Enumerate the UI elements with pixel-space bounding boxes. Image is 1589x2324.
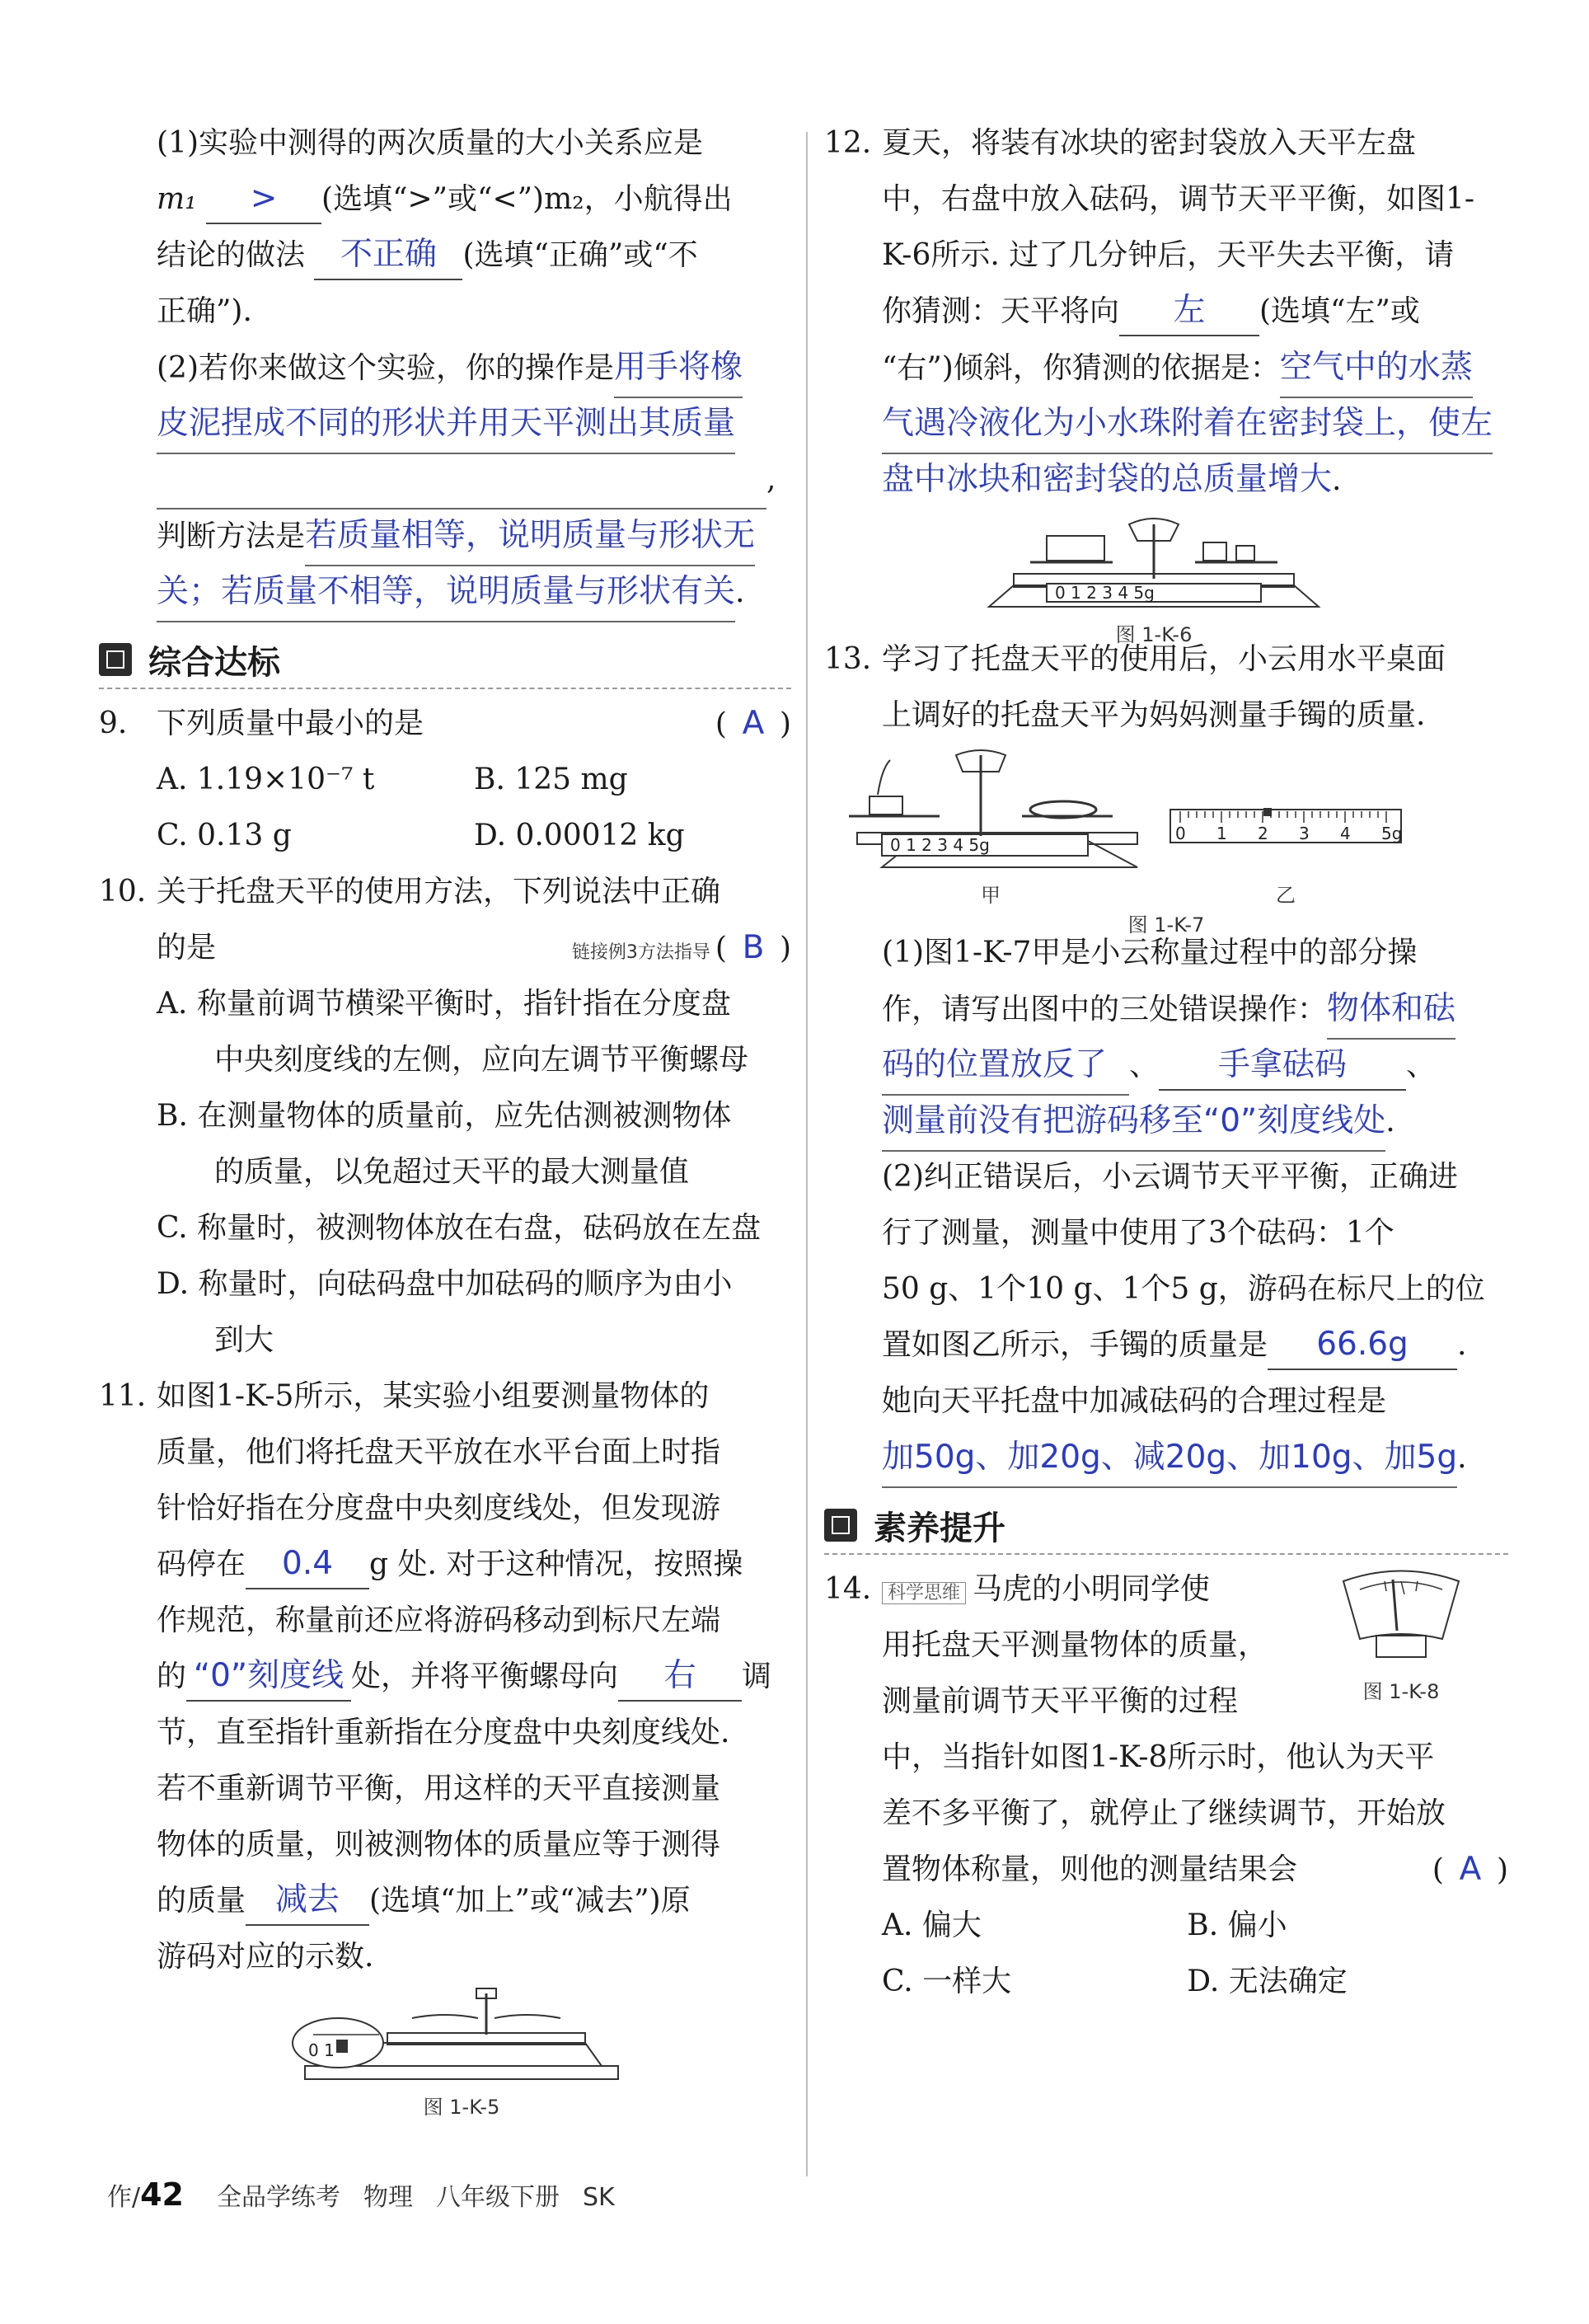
scale-label-jia: 0 1 2 3 4 5g (890, 835, 990, 855)
question-12: 12. 夏天，将装有冰块的密封袋放入天平左盘 (824, 126, 1417, 160)
balance-figure-jia-yi (824, 744, 1451, 884)
answer-blank[interactable]: 关；若质量不相等，说明质量与形状有关 (157, 564, 735, 622)
q10-option-c[interactable]: C. 称量时，被测物体放在右盘，砝码放在左盘 (157, 1211, 762, 1245)
section-header-literacy: 素养提升 (824, 1495, 1508, 1561)
q8-part1-line1: (1)实验中测得的两次质量的大小关系应是 (157, 126, 703, 160)
ruler-label: 5g (1381, 824, 1403, 843)
q8-part1-line4: 正确”). (157, 294, 252, 328)
section-icon (99, 643, 132, 676)
question-11: 11. 如图1-K-5所示，某实验小组要测量物体的 (99, 1379, 710, 1413)
answer-blank[interactable]: 若质量相等，说明质量与形状无 (305, 508, 755, 566)
q8-part2-line2 (99, 396, 791, 452)
scale-label: 0 1 (308, 2040, 335, 2060)
option-a[interactable]: A. 1.19×10⁻⁷ t (157, 763, 375, 796)
option-d[interactable]: D. 0.00012 kg (474, 819, 685, 852)
q10-option-b-cont: 的质量，以免超过天平的最大测量值 (214, 1155, 690, 1189)
ruler-label: 4 (1340, 824, 1351, 843)
answer-blank[interactable]: 手拿砝码 (1159, 1042, 1406, 1091)
section-header-comprehensive: 综合达标 (99, 630, 791, 696)
question-10: 10. 关于托盘天平的使用方法，下列说法中正确 (99, 875, 721, 908)
figure-caption: 图 1-K-5 (423, 2096, 500, 2119)
answer-blank[interactable]: 气遇冷液化为小水珠附着在密封袋上，使左 (882, 396, 1493, 454)
option-c[interactable]: C. 一样大 (882, 1965, 1012, 1998)
answer-blank[interactable]: 物体和砝 (1327, 981, 1455, 1040)
answer-blank[interactable]: 左 (1119, 288, 1259, 336)
q9-options-row1 (99, 752, 791, 808)
q9-options-row2 (99, 808, 791, 864)
pointer-dial-figure (1319, 1565, 1484, 1672)
question-13: 13. 学习了托盘天平的使用后，小云用水平桌面 (824, 642, 1446, 676)
figure-1-k-8 (1319, 1565, 1484, 1704)
ruler-label: 2 (1258, 824, 1268, 843)
question-14: 14. 科学思维 马虎的小明同学使 用托盘天平测量物体的质量， 测量前调节天平平衡的过程 图 1-K-8 中，当指针如图1-K-8所示时，他认为天平 差不多平衡了，就停止了继续调节，开始放 置物体称量，则他的测量结果会 ( A ) A. 偏大 B. 偏小 C. 一样大 D. 无法确定 (824, 1561, 1508, 2010)
answer-blank[interactable]: “0”刻度线 (186, 1653, 351, 1702)
figure-caption: 图 1-K-6 (1115, 623, 1193, 646)
figure-label-jia: 甲 (981, 884, 1001, 907)
answer-blank[interactable]: 用手将橡 (614, 340, 743, 398)
answer-choice[interactable]: 链接例3方法指导 ( B ) (571, 929, 791, 966)
page-footer: 作/42 全品学练考 物理 八年级下册 SK (107, 2176, 615, 2213)
question-9: 9. 下列质量中最小的是 ( A ) (99, 696, 791, 752)
figure-1-k-7 (824, 744, 1508, 937)
option-d[interactable]: D. 无法确定 (1187, 1965, 1348, 1998)
q8-part2-line3: , (99, 452, 791, 508)
answer-blank[interactable]: 66.6g (1268, 1322, 1457, 1370)
answer-blank[interactable]: 右 (618, 1653, 742, 1702)
answer-blank[interactable]: 空气中的水蒸 (1280, 340, 1473, 398)
column-divider (806, 132, 808, 2176)
q10-option-d-cont: 到大 (214, 1323, 274, 1357)
scale-label: 0 1 2 3 4 5g (1055, 583, 1155, 603)
q8-part2-line4: 判断方法是若质量相等，说明质量与形状无 (99, 508, 791, 564)
answer-blank[interactable] (157, 452, 766, 509)
q10-option-d[interactable]: D. 称量时，向砝码盘中加砝码的顺序为由小 (157, 1267, 733, 1301)
section-icon (824, 1509, 857, 1542)
ruler-label: 0 (1175, 824, 1186, 843)
answer-choice[interactable]: ( A ) (1432, 1851, 1508, 1888)
balance-figure (964, 508, 1343, 615)
q10-option-b[interactable]: B. 在测量物体的质量前，应先估测被测物体 (157, 1099, 732, 1133)
figure-1-k-5 (288, 1985, 701, 2119)
answer-choice[interactable]: ( A ) (715, 705, 791, 742)
right-column: 12. 夏天，将装有冰块的密封袋放入天平左盘 中，右盘中放入砝码，调节天平平衡，如图1- K-6所示. 过了几分钟后，天平失去平衡，请 你猜测：天平将向 左 (选填“左”或 “右”)倾斜，你猜测的依据是：空气中的水蒸 气遇冷液化为小水珠附着在密封袋上，使左 盘中冰块和密封袋的总质量增大. 0 1 2 3 4 5g 图 1-K-6 13. 学习了托盘天平的使用后，小云用水平桌面 上调好的托盘天平为妈妈测量手镯的质量. 0 1 2 3 4 5g 0 1 2 3 4 5g 甲 乙 图 1-K-7 (1)图1-K-7甲是小云称量过程中的部分操 作，请写出图中的三处错误操作：物体和砝 码的位置放反了 、 手拿砝码 、 测量前没有把游码移至“0”刻度线处. (2)纠正错误后，小云调节天平平衡，正确进 行了测量，测量中使用了3个砝码：1个 50 g、1个10 g、1个5 g，游码在标尺上的位 置如图乙所示，手镯的质量是 66.6g . 她向天平托盘中加减砝码的合理过程是 加50g、加20g、减20g、加10g、加5g. 素养提升 14. 科学思维 马虎的小明同学使 用托盘天平测量物体的质量， 测量前调节天平平衡的过程 图 1-K-8 中，当指针如图1-K-8所示时，他认为天平 差不多平衡了，就停止了继续调节，开始放 置物体称量，则他的测量结果会 ( A ) A. 偏大 B. 偏小 C. 一样大 D. 无法确定 (824, 115, 1508, 2010)
answer-blank[interactable]: 测量前没有把游码移至“0”刻度线处 (882, 1093, 1385, 1152)
answer-blank[interactable]: 码的位置放反了 (882, 1037, 1129, 1096)
q10-option-a-cont: 中央刻度线的左侧，应向左调节平衡螺母 (214, 1043, 749, 1077)
brand-name: 全品学练考 (217, 2183, 340, 2212)
figure-caption: 图 1-K-8 (1362, 1680, 1440, 1703)
answer-blank[interactable]: 减去 (246, 1877, 369, 1926)
answer-blank[interactable]: 0.4 (246, 1541, 369, 1589)
option-a[interactable]: A. 偏大 (882, 1908, 982, 1942)
q10-option-a[interactable]: A. 称量前调节横梁平衡时，指针指在分度盘 (157, 987, 731, 1021)
figure-caption: 图 1-K-7 (1127, 913, 1205, 937)
answer-blank[interactable]: 不正确 (314, 232, 462, 280)
ruler-label: 1 (1216, 824, 1227, 843)
q8-part1-line2: m₁ > (选填“>”或“<”)m₂，小航得出 (99, 171, 791, 228)
answer-blank[interactable]: > (206, 176, 321, 224)
answer-blank[interactable]: 加50g、加20g、减20g、加10g、加5g (882, 1430, 1457, 1488)
q8-part2-line5: 关；若质量不相等，说明质量与形状有关. (99, 564, 791, 620)
page-number: 42 (140, 2176, 184, 2213)
option-b[interactable]: B. 125 mg (474, 763, 628, 796)
tag-badge: 科学思维 (882, 1582, 966, 1604)
q8-part2-line1: (2)若你来做这个实验，你的操作是用手将橡 (99, 340, 791, 396)
figure-label-yi: 乙 (1276, 884, 1296, 907)
figure-1-k-6 (964, 508, 1343, 646)
option-c[interactable]: C. 0.13 g (157, 819, 292, 852)
q8-part1-line3: 结论的做法 不正确 (选填“正确”或“不 (99, 228, 791, 284)
option-b[interactable]: B. 偏小 (1187, 1908, 1287, 1942)
left-column: (1)实验中测得的两次质量的大小关系应是 m₁ > (选填“>”或“<”)m₂，小航得出 结论的做法 不正确 (选填“正确”或“不 正确”). (2)若你来做这个实验，你的操作是用手将橡 皮泥捏成不同的形状并用天平测出其质量 , 判断方法是若质量相等，说明质量与形状无 关；若质量不相等，说明质量与形状有关. 综合达标 9. 下列质量中最小的是 ( A ) A. 1.19×10⁻⁷ t B. 125 mg C. 0.13 g D. 0.00012 kg 10. 关于托盘天平的使用方法，下列说法中正确 的是 链接例3方法指导 ( B ) A. 称量前调节横梁平衡时，指针指在分度盘 中央刻度线的左侧，应向左调节平衡螺母 B. 在测量物体的质量前，应先估测被测物体 的质量，以免超过天平的最大测量值 C. 称量时，被测物体放在右盘，砝码放在左盘 D. 称量时，向砝码盘中加砝码的顺序为由小 到大 11. 如图1-K-5所示，某实验小组要测量物体的 质量，他们将托盘天平放在水平台面上时指 针恰好指在分度盘中央刻度线处，但发现游 码停在 0.4 g 处. 对于这种情况，按照操 作规范，称量前还应将游码移动到标尺左端 的 “0”刻度线 处，并将平衡螺母向 右 调 节，直至指针重新指在分度盘中央刻度线处. 若不重新调节平衡，用这样的天平直接测量 物体的质量，则被测物体的质量应等于测得 的质量 减去 (选填“加上”或“减去”)原 游码对应的示数. 0 1 图 1-K-5 (99, 115, 791, 2084)
answer-blank[interactable]: 皮泥捏成不同的形状并用天平测出其质量 (157, 396, 735, 454)
balance-figure (288, 1985, 701, 2084)
ruler-label: 3 (1299, 824, 1310, 843)
question-10-line2: 的是 链接例3方法指导 ( B ) (99, 920, 791, 976)
